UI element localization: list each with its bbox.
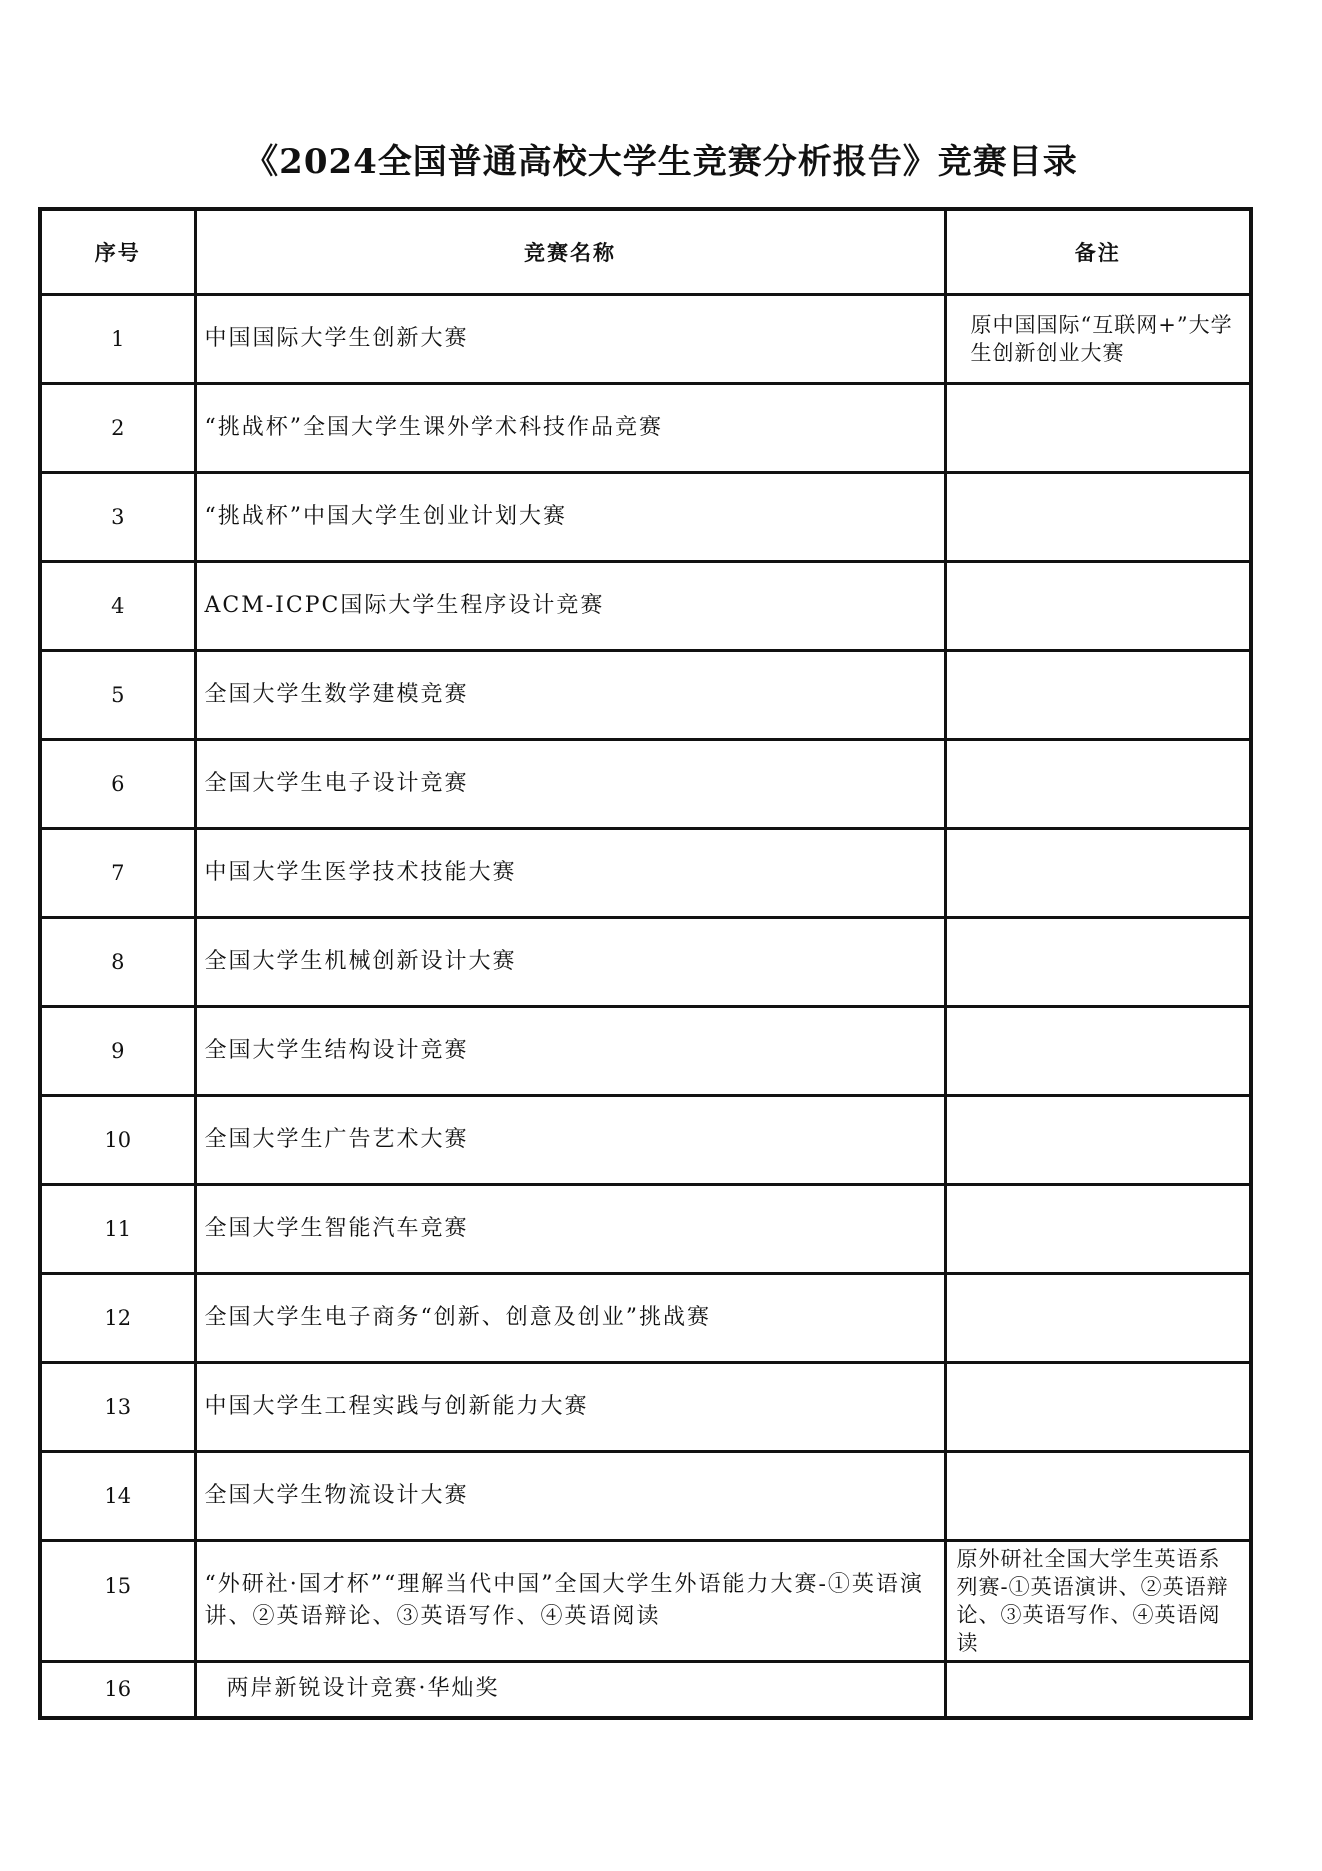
column-header-index: 序号 — [40, 209, 195, 295]
row-note — [945, 1363, 1251, 1452]
row-note — [945, 1185, 1251, 1274]
table-row — [40, 1452, 1251, 1541]
row-index: 2 — [40, 384, 195, 473]
competition-name: 两岸新锐设计竞赛·华灿奖 — [195, 1662, 945, 1718]
column-header-note: 备注 — [945, 209, 1251, 295]
table-row — [40, 651, 1251, 740]
table-header-row — [40, 209, 1251, 295]
competition-name: 中国大学生医学技术技能大赛 — [195, 829, 945, 918]
row-index: 16 — [40, 1662, 195, 1718]
row-note — [945, 740, 1251, 829]
row-index: 6 — [40, 740, 195, 829]
row-note — [945, 829, 1251, 918]
row-note — [945, 651, 1251, 740]
row-note — [945, 562, 1251, 651]
competition-name: 全国大学生结构设计竞赛 — [195, 1007, 945, 1096]
row-note — [945, 1007, 1251, 1096]
row-note — [945, 473, 1251, 562]
row-note: 原外研社全国大学生英语系列赛-①英语演讲、②英语辩论、③英语写作、④英语阅读 — [945, 1541, 1251, 1662]
table-row — [40, 473, 1251, 562]
competition-table — [38, 207, 1253, 1720]
table-row — [40, 1185, 1251, 1274]
row-note — [945, 384, 1251, 473]
row-index: 4 — [40, 562, 195, 651]
table-row — [40, 1363, 1251, 1452]
competition-name: “外研社·国才杯”“理解当代中国”全国大学生外语能力大赛-①英语演讲、②英语辩论、③英语写作、④英语阅读 — [195, 1541, 945, 1662]
table-row — [40, 1274, 1251, 1363]
table-row — [40, 1096, 1251, 1185]
row-index: 5 — [40, 651, 195, 740]
competition-name: 全国大学生广告艺术大赛 — [195, 1096, 945, 1185]
competition-name: 中国大学生工程实践与创新能力大赛 — [195, 1363, 945, 1452]
row-note: 原中国国际“互联网+”大学生创新创业大赛 — [945, 295, 1251, 384]
row-index: 12 — [40, 1274, 195, 1363]
row-index: 10 — [40, 1096, 195, 1185]
competition-name: 全国大学生智能汽车竞赛 — [195, 1185, 945, 1274]
table-row — [40, 1007, 1251, 1096]
table-row — [40, 829, 1251, 918]
competition-name: 全国大学生电子设计竞赛 — [195, 740, 945, 829]
row-note — [945, 1096, 1251, 1185]
table-row — [40, 740, 1251, 829]
competition-name: 全国大学生数学建模竞赛 — [195, 651, 945, 740]
page-title: 《2024全国普通高校大学生竞赛分析报告》竞赛目录 — [244, 142, 1078, 182]
row-index: 11 — [40, 1185, 195, 1274]
competition-name: ACM-ICPC国际大学生程序设计竞赛 — [195, 562, 945, 651]
table-row — [40, 1541, 1251, 1662]
competition-name: 全国大学生物流设计大赛 — [195, 1452, 945, 1541]
row-index: 3 — [40, 473, 195, 562]
competition-name: 中国国际大学生创新大赛 — [195, 295, 945, 384]
row-index: 8 — [40, 918, 195, 1007]
table-row — [40, 1662, 1251, 1718]
competition-name: “挑战杯”全国大学生课外学术科技作品竞赛 — [195, 384, 945, 473]
table-row — [40, 562, 1251, 651]
table-row — [40, 384, 1251, 473]
row-note — [945, 1452, 1251, 1541]
table-row — [40, 295, 1251, 384]
row-index: 15 — [40, 1541, 195, 1662]
competition-name: 全国大学生机械创新设计大赛 — [195, 918, 945, 1007]
row-note — [945, 918, 1251, 1007]
table-row — [40, 918, 1251, 1007]
competition-name: 全国大学生电子商务“创新、创意及创业”挑战赛 — [195, 1274, 945, 1363]
row-index: 1 — [40, 295, 195, 384]
column-header-name: 竞赛名称 — [195, 209, 945, 295]
row-note — [945, 1662, 1251, 1718]
row-note — [945, 1274, 1251, 1363]
row-index: 14 — [40, 1452, 195, 1541]
row-index: 13 — [40, 1363, 195, 1452]
row-index: 7 — [40, 829, 195, 918]
row-index: 9 — [40, 1007, 195, 1096]
competition-name: “挑战杯”中国大学生创业计划大赛 — [195, 473, 945, 562]
